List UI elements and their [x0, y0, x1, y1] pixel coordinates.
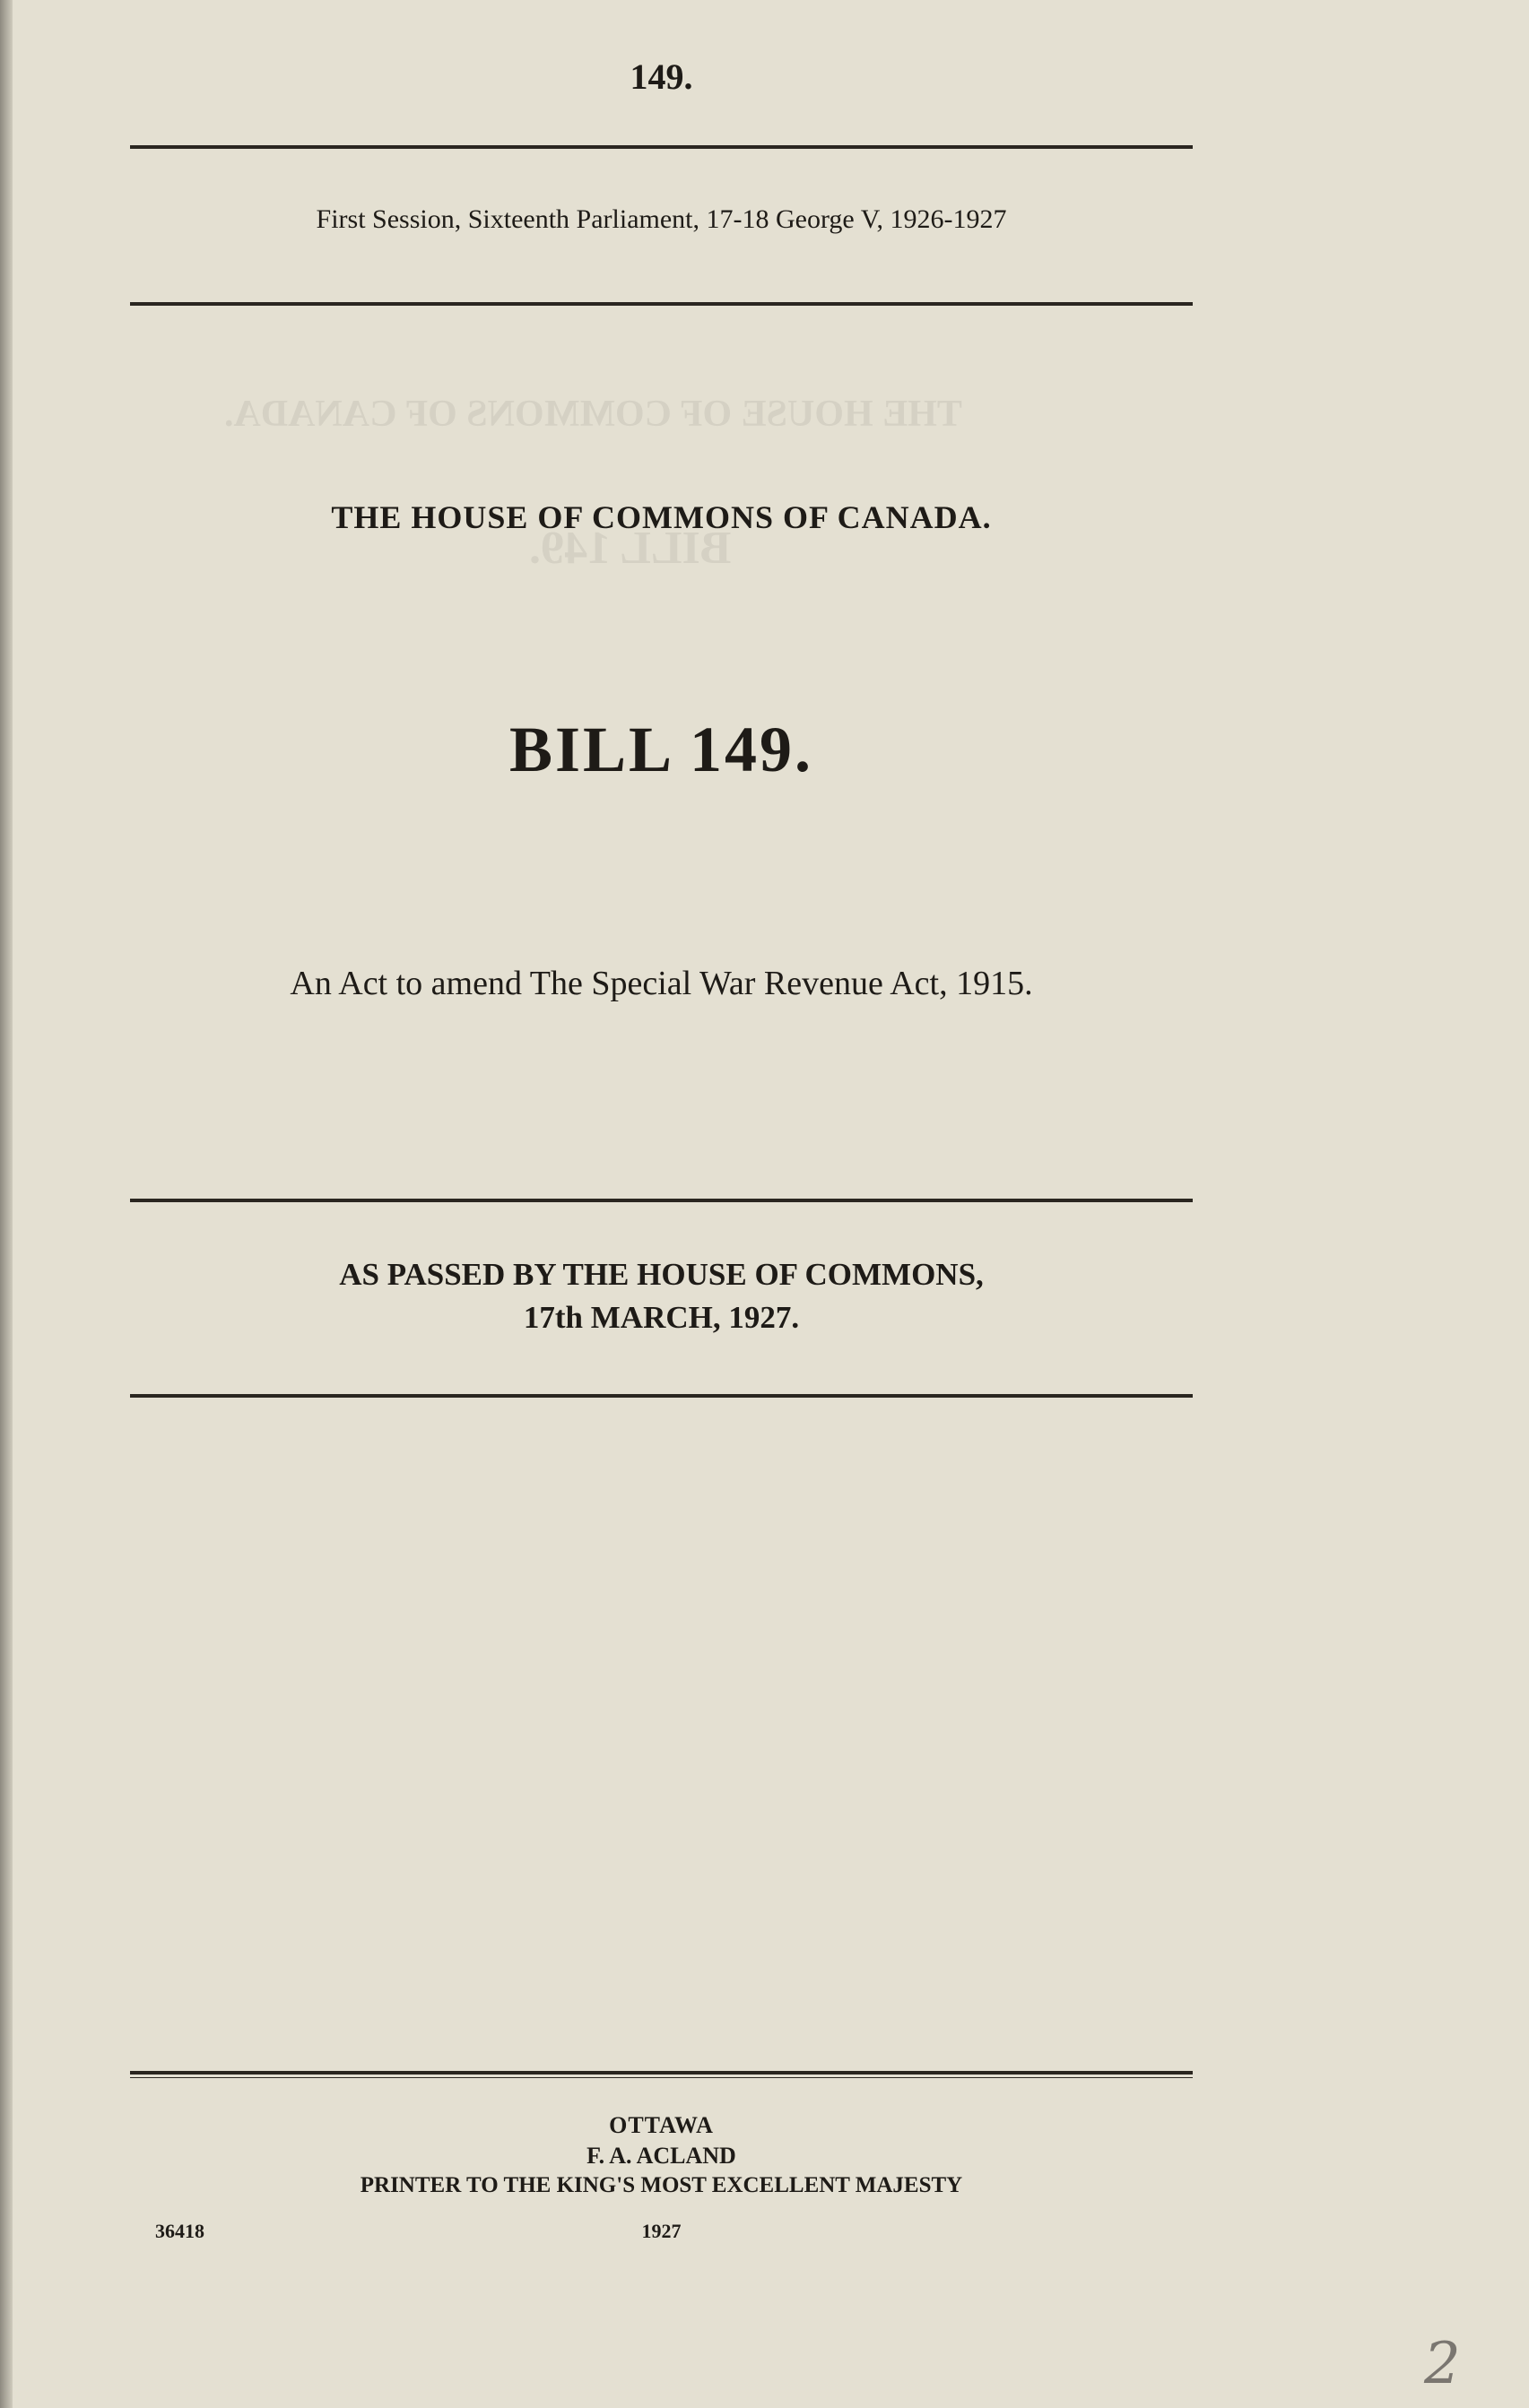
act-title: An Act to amend The Special War Revenue Act, 1915.: [290, 965, 1033, 1002]
imprint-place: OTTAWA: [609, 2112, 714, 2138]
passed-line-2: 17th MARCH, 1927.: [523, 1300, 800, 1335]
passed-rule: [130, 1394, 1193, 1398]
session-rule: [130, 302, 1193, 306]
act-rule: [130, 1199, 1193, 1202]
imprint-printer-title: PRINTER TO THE KING'S MOST EXCELLENT MAJESTY: [360, 2173, 963, 2197]
page-edge: [0, 0, 13, 2408]
show-through-heading: THE HOUSE OF COMMONS OF CANADA.: [224, 394, 962, 435]
show-through-bill: BILL 149.: [529, 523, 732, 574]
pencil-mark: 2: [1424, 2331, 1461, 2397]
print-code: 36418: [155, 2220, 204, 2242]
house-heading: THE HOUSE OF COMMONS OF CANADA.: [331, 499, 992, 535]
session-line: First Session, Sixteenth Parliament, 17-18 George V, 1926-1927: [316, 204, 1007, 234]
bill-title: BILL 149.: [508, 714, 814, 785]
sheet-number: 149.: [630, 56, 693, 97]
top-rule: [130, 145, 1193, 149]
imprint-printer: F. A. ACLAND: [586, 2143, 736, 2169]
imprint-rule: [130, 2071, 1193, 2075]
imprint-year: 1927: [641, 2220, 682, 2242]
passed-line-1: AS PASSED BY THE HOUSE OF COMMONS,: [339, 1257, 984, 1292]
passed-statement: [130, 1253, 1193, 1339]
